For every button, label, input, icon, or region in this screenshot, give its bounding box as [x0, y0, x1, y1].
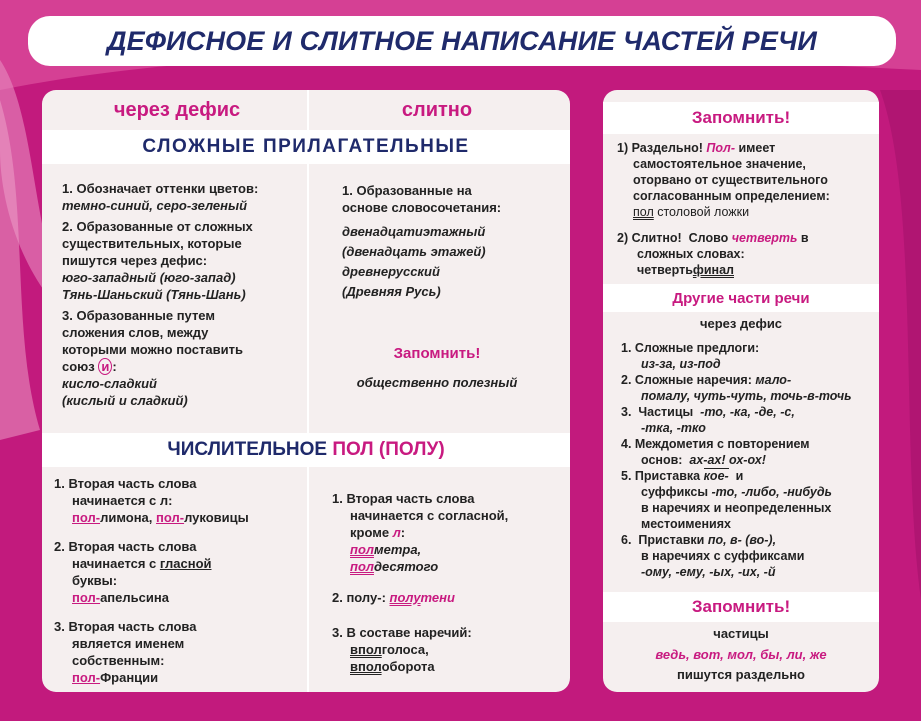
- example-text: темно-синий, серо-зеленый: [62, 198, 248, 213]
- union-highlight: и: [98, 358, 112, 375]
- right-panel: [603, 90, 879, 692]
- rule-text: начинается с согласной,: [350, 508, 509, 523]
- rule-text: [62, 358, 306, 375]
- rule-text: 1. Вторая часть слова: [332, 491, 475, 506]
- heading-accent: ПОЛ (ПОЛУ): [332, 439, 445, 460]
- other-parts-rules: [621, 340, 877, 580]
- rule-text: начинается с л:: [72, 493, 173, 508]
- prefix: пол-: [156, 510, 185, 525]
- example-text: древнерусский: [342, 264, 440, 279]
- prefix: Пол-: [706, 141, 735, 155]
- separately-label: пишутся раздельно: [676, 667, 805, 682]
- word: луковицы: [184, 510, 249, 525]
- word: тени: [420, 590, 455, 605]
- adjectives-solid-rules: [342, 182, 564, 302]
- remember-example: общественно полезный: [356, 375, 518, 390]
- rule-text: [617, 140, 875, 156]
- rule-text: [621, 468, 877, 484]
- example: ах-ах! ох-ох!: [689, 453, 766, 467]
- prefix: впол: [350, 659, 382, 674]
- word: Франции: [100, 670, 159, 685]
- text: суффиксы: [641, 485, 712, 499]
- letter: л: [392, 525, 401, 540]
- text: 1) Раздельно!: [617, 141, 707, 155]
- word: четверть: [637, 263, 693, 277]
- rule-text: [621, 484, 877, 500]
- text: :: [400, 525, 406, 540]
- rule-text: основе словосочетания:: [342, 200, 502, 215]
- remember-heading-1: Запомнить!: [603, 102, 879, 134]
- example-text: [332, 641, 564, 658]
- heading-text: ЧИСЛИТЕЛЬНОЕ: [167, 439, 333, 460]
- rule-text: сложных словах:: [637, 247, 745, 261]
- example-text: [54, 669, 304, 686]
- example: кое-: [703, 469, 729, 483]
- rule-text: является именем: [72, 636, 185, 651]
- example: -то, -либо, -нибудь: [711, 485, 832, 499]
- example: мало-: [755, 373, 792, 387]
- adjectives-hyphen-rules: [62, 180, 306, 409]
- remember-heading-2: Запомнить!: [603, 592, 879, 622]
- prefix: пол-: [72, 510, 101, 525]
- pol-rules: [617, 140, 875, 278]
- rule-text: [621, 532, 877, 548]
- through-hyphen-label: через дефис: [699, 316, 783, 331]
- numerals-hyphen-rules: [54, 475, 304, 686]
- text: 2. полу-:: [332, 590, 390, 605]
- rule-text: существительных, которые: [62, 236, 242, 251]
- text: 3. Частицы: [621, 405, 701, 419]
- example-text: -тка, -тко: [641, 421, 706, 435]
- rule-text: 4. Междометия с повторением: [621, 437, 810, 451]
- rule-text: оторвано от существительного: [633, 173, 828, 187]
- numerals-solid-rules: [332, 490, 564, 675]
- text: 5. Приставка: [621, 469, 704, 483]
- rule-text: в наречиях и неопределенных: [641, 501, 832, 515]
- rule-text: самостоятельное значение,: [633, 157, 806, 171]
- example-text: [332, 658, 564, 675]
- example-text: [54, 509, 304, 526]
- rule-text: 1. Образованные на: [342, 183, 472, 198]
- rule-text: 1. Сложные предлоги:: [621, 341, 760, 355]
- example-text: (двенадцать этажей): [342, 244, 486, 259]
- rule-text: 1. Вторая часть слова: [54, 476, 197, 491]
- rule-text: 3. Вторая часть слова: [54, 619, 197, 634]
- prefix: пол: [633, 205, 654, 219]
- example: по, в- (во-),: [707, 533, 777, 547]
- rule-text: согласованным определением:: [633, 189, 830, 203]
- prefix: пол: [350, 542, 374, 557]
- rule-text: буквы:: [72, 573, 118, 588]
- suffix-word: финал: [692, 263, 734, 277]
- remember-label: Запомнить!: [393, 345, 481, 362]
- example-text: [617, 262, 875, 278]
- text: :: [112, 359, 117, 374]
- text: 6. Приставки: [621, 533, 708, 547]
- particles-list: ведь, вот, мол, бы, ли, же: [655, 647, 827, 662]
- prefix: пол-: [72, 670, 101, 685]
- example-text: (Древняя Русь): [342, 284, 441, 299]
- column-header-hyphen: через дефис: [113, 98, 241, 121]
- rule-text: пишутся через дефис:: [62, 253, 208, 268]
- rule-text: 3. Образованные путем: [62, 308, 215, 323]
- example-text: -ому, -ему, -ых, -их, -й: [641, 565, 776, 579]
- rule-text: в наречиях с суффиксами: [641, 549, 805, 563]
- rule-text: 2. Образованные от сложных: [62, 219, 253, 234]
- word: лимона,: [100, 510, 157, 525]
- rule-text: 1. Обозначает оттенки цветов:: [62, 181, 259, 196]
- underlined: гласной: [159, 556, 212, 571]
- example-text: юго-западный (юго-запад): [62, 270, 236, 285]
- example-text: [54, 589, 304, 606]
- word: столовой ложки: [653, 205, 750, 219]
- rule-text: сложения слов, между: [62, 325, 209, 340]
- rule-text: [617, 230, 875, 246]
- text: кроме: [350, 525, 393, 540]
- example: -то, -ка, -де, -с,: [700, 405, 795, 419]
- text: начинается с: [72, 556, 160, 571]
- rule-text: собственным:: [72, 653, 165, 668]
- column-header-solid: слитно: [401, 98, 473, 121]
- rule-text: которыми можно поставить: [62, 342, 243, 357]
- text: в: [797, 231, 809, 245]
- section-heading-adjectives: СЛОЖНЫЕ ПРИЛАГАТЕЛЬНЫЕ: [42, 130, 570, 164]
- word: метра,: [373, 542, 422, 557]
- word: голоса,: [381, 642, 429, 657]
- left-panel: [42, 90, 570, 692]
- rule-text: местоимениях: [641, 517, 731, 531]
- prefix: впол: [350, 642, 382, 657]
- column-divider: [307, 90, 309, 692]
- word: четверть: [731, 231, 798, 245]
- example-text: кисло-сладкий: [62, 376, 157, 391]
- example-text: Тянь-Шаньский (Тянь-Шань): [62, 287, 246, 302]
- text: имеет: [735, 141, 776, 155]
- rule-text: [54, 555, 304, 572]
- other-parts-heading: Другие части речи: [603, 284, 879, 312]
- word: оборота: [381, 659, 435, 674]
- example-text: [332, 558, 564, 575]
- rule-text: [621, 452, 877, 468]
- prefix: пол-: [72, 590, 101, 605]
- text: 2) Слитно! Слово: [617, 231, 732, 245]
- rule-text: [621, 372, 877, 388]
- rule-text: 3. В составе наречий:: [332, 625, 472, 640]
- rule-text: 2. Вторая часть слова: [54, 539, 197, 554]
- section-heading-numerals: [42, 433, 570, 467]
- text: союз: [62, 359, 99, 374]
- rule-text: [332, 589, 564, 606]
- example-text: (кислый и сладкий): [62, 393, 188, 408]
- rule-text: [332, 524, 564, 541]
- word: десятого: [373, 559, 439, 574]
- example-text: двенадцатиэтажный: [342, 224, 486, 239]
- example-text: [332, 541, 564, 558]
- example-text: помалу, чуть-чуть, точь-в-точь: [641, 389, 852, 403]
- particles-label: частицы: [713, 626, 769, 641]
- page-title: ДЕФИСНОЕ И СЛИТНОЕ НАПИСАНИЕ ЧАСТЕЙ РЕЧИ: [28, 16, 896, 66]
- example-text: из-за, из-под: [641, 357, 721, 371]
- prefix: полу: [389, 590, 421, 605]
- prefix: пол: [350, 559, 374, 574]
- rule-text: [621, 404, 877, 420]
- word: апельсина: [100, 590, 169, 605]
- text: основ:: [641, 453, 690, 467]
- example-text: [617, 204, 875, 220]
- text: 2. Сложные наречия:: [621, 373, 756, 387]
- text: и: [728, 469, 744, 483]
